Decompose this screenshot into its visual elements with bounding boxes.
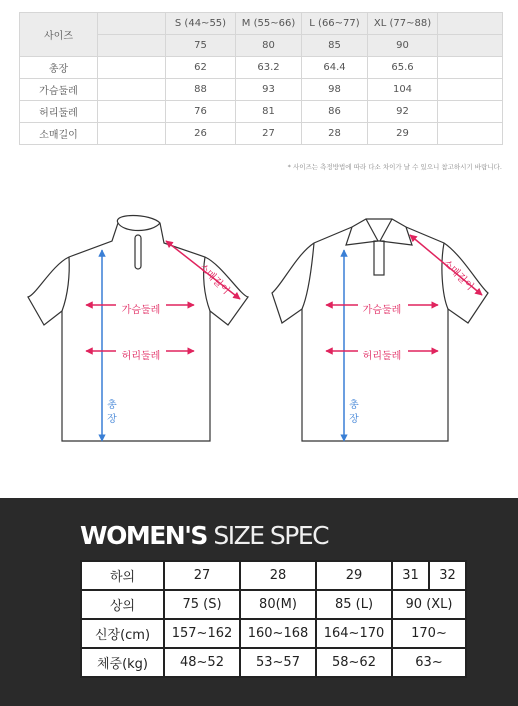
size-number: 80 — [236, 35, 302, 57]
blank-cell — [438, 13, 503, 35]
spec-cell: 48~52 — [164, 648, 240, 677]
spec-cell: 29 — [316, 561, 392, 590]
blank-cell — [98, 79, 166, 101]
table-cell: 93 — [236, 79, 302, 101]
waist-label: 허리둘레 — [121, 351, 161, 362]
spec-row — [81, 648, 466, 677]
table-cell: 92 — [368, 101, 438, 123]
size-number: 90 — [368, 35, 438, 57]
spec-cell: 32 — [429, 561, 466, 590]
spec-cell: 90 (XL) — [392, 590, 466, 619]
table-cell: 86 — [302, 101, 368, 123]
table-cell: 76 — [166, 101, 236, 123]
spec-title-bold: WOMEN'S — [80, 521, 207, 550]
length-label: 총 — [349, 400, 359, 411]
blank-cell — [98, 57, 166, 79]
blank-cell — [438, 79, 503, 101]
blank-cell — [438, 123, 503, 145]
spec-row-label: 하의 — [81, 561, 164, 590]
sleeve-label: 소매길이 — [440, 257, 476, 293]
spec-cell: 164~170 — [316, 619, 392, 648]
size-header-label: 사이즈 — [20, 13, 98, 57]
blank-cell — [98, 123, 166, 145]
row-label: 허리둘레 — [20, 101, 98, 123]
table-cell: 27 — [236, 123, 302, 145]
table-cell: 63.2 — [236, 57, 302, 79]
size-header-row — [20, 13, 503, 35]
spec-cell: 170~ — [392, 619, 466, 648]
spec-cell: 58~62 — [316, 648, 392, 677]
table-row — [20, 101, 503, 123]
waist-label: 허리둘레 — [362, 351, 402, 362]
row-label: 총장 — [20, 57, 98, 79]
spec-cell: 31 — [392, 561, 429, 590]
length-label: 장 — [349, 414, 359, 425]
row-label: 가슴둘레 — [20, 79, 98, 101]
length-label: 장 — [107, 414, 117, 425]
spec-title-light: SIZE SPEC — [206, 521, 329, 550]
blank-cell — [438, 57, 503, 79]
spec-cell: 53~57 — [240, 648, 316, 677]
spec-table — [80, 560, 467, 678]
table-row — [20, 123, 503, 145]
shirt-left-outline — [28, 216, 248, 442]
table-cell: 28 — [302, 123, 368, 145]
sleeve-label: 소매길이 — [196, 261, 232, 297]
size-name: S (44~55) — [166, 13, 236, 35]
spec-row — [81, 561, 466, 590]
shirt-right-outline — [272, 219, 488, 441]
spec-row-label: 체중(kg) — [81, 648, 164, 677]
table-cell: 88 — [166, 79, 236, 101]
blank-cell — [98, 35, 166, 57]
spec-title — [80, 521, 328, 550]
size-table — [19, 12, 503, 145]
spec-row — [81, 590, 466, 619]
row-label: 소매길이 — [20, 123, 98, 145]
spec-cell: 157~162 — [164, 619, 240, 648]
table-cell: 26 — [166, 123, 236, 145]
blank-cell — [98, 101, 166, 123]
spec-cell: 63~ — [392, 648, 466, 677]
blank-cell — [98, 13, 166, 35]
table-cell: 98 — [302, 79, 368, 101]
table-cell: 81 — [236, 101, 302, 123]
spec-cell: 28 — [240, 561, 316, 590]
blank-cell — [438, 35, 503, 57]
size-number: 75 — [166, 35, 236, 57]
size-name: L (66~77) — [302, 13, 368, 35]
size-name: XL (77~88) — [368, 13, 438, 35]
chest-label: 가슴둘레 — [121, 305, 161, 316]
measurement-diagram — [0, 205, 518, 460]
size-number: 85 — [302, 35, 368, 57]
length-label: 총 — [107, 400, 117, 411]
spec-cell: 27 — [164, 561, 240, 590]
table-cell: 65.6 — [368, 57, 438, 79]
size-name: M (55~66) — [236, 13, 302, 35]
size-note: * 사이즈는 측정방법에 따라 다소 차이가 날 수 있으니 참고하시기 바랍니다. — [287, 163, 502, 171]
table-cell: 104 — [368, 79, 438, 101]
spec-cell: 75 (S) — [164, 590, 240, 619]
table-row — [20, 79, 503, 101]
spec-row-label: 상의 — [81, 590, 164, 619]
table-cell: 64.4 — [302, 57, 368, 79]
blank-cell — [438, 101, 503, 123]
table-cell: 62 — [166, 57, 236, 79]
spec-cell: 160~168 — [240, 619, 316, 648]
spec-row-label: 신장(cm) — [81, 619, 164, 648]
spec-cell: 85 (L) — [316, 590, 392, 619]
table-cell: 29 — [368, 123, 438, 145]
spec-row — [81, 619, 466, 648]
spec-cell: 80(M) — [240, 590, 316, 619]
chest-label: 가슴둘레 — [362, 305, 402, 316]
table-row — [20, 57, 503, 79]
